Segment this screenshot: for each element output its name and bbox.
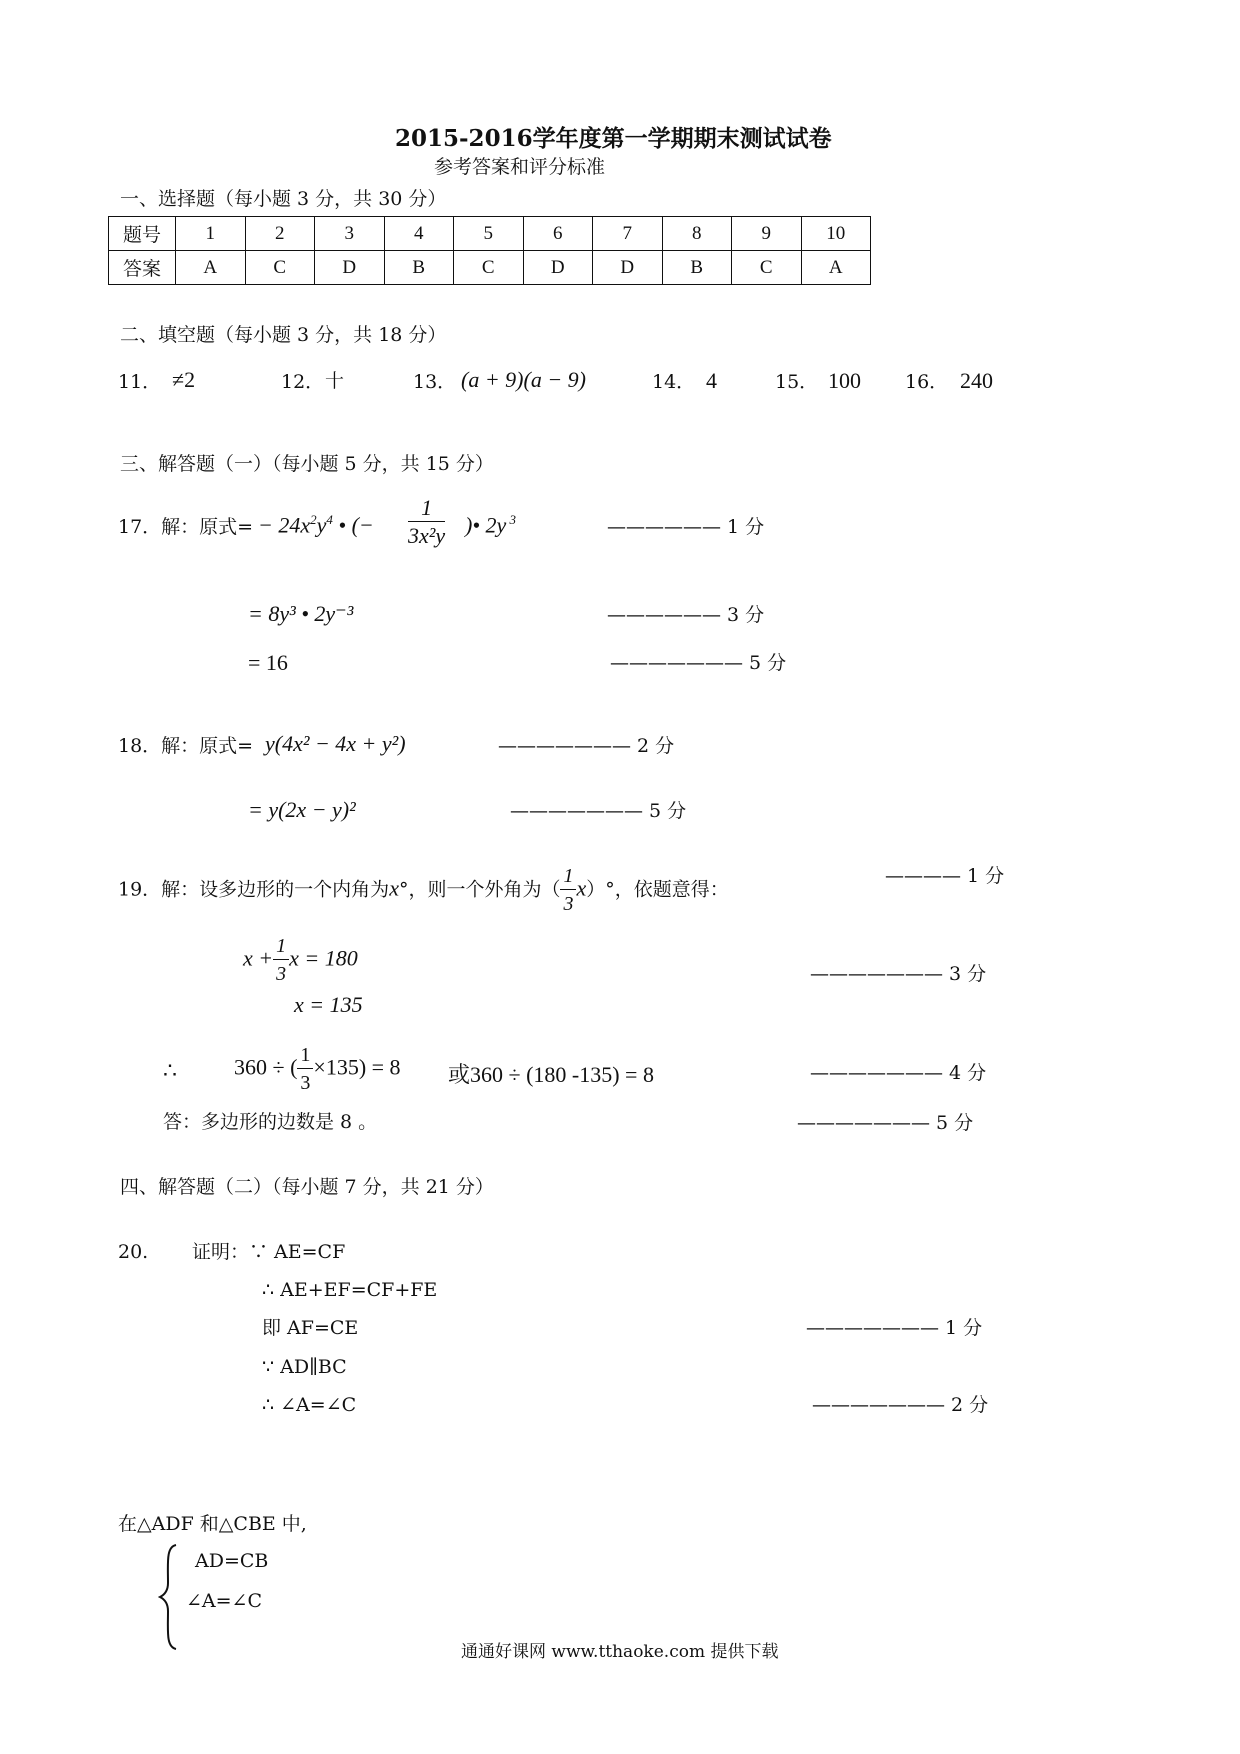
q19-eq3-alt: 或360 ÷ (180 -135) = 8	[448, 1062, 654, 1087]
q20-score2: ——————— 2 分	[812, 1394, 989, 1416]
q17-term1: − $24x^2y^4$ • (−	[258, 512, 374, 538]
q19-intro-frac-num: 1	[560, 863, 576, 890]
section3-heading: 三、解答题（一）（每小题 5 分，共 15 分）	[120, 453, 494, 475]
fill-item-num: 14．	[652, 371, 696, 393]
fill-item-num: 16．	[905, 371, 949, 393]
table-cell: C	[245, 251, 315, 285]
q17-score2: —————— 3 分	[607, 604, 765, 626]
table-cell: 6	[523, 217, 593, 251]
table-cell: 4	[384, 217, 454, 251]
table-cell: D	[593, 251, 663, 285]
q20-num: 20.	[118, 1241, 149, 1263]
fill-item-answer: 240	[960, 368, 993, 393]
fill-item-answer: (a + 9)(a − 9)	[461, 367, 586, 392]
q20-proof-label: 证明：∵ AE=CF	[192, 1241, 346, 1263]
table-cell: 10	[801, 217, 871, 251]
q17-fraction	[408, 495, 445, 550]
left-brace-icon	[158, 1543, 180, 1651]
fill-item-answer: 十	[325, 370, 345, 392]
q18-line1: y(4x² − 4x + y²)	[265, 731, 406, 756]
table-cell: A	[801, 251, 871, 285]
q18-label: 18．解：原式=	[118, 735, 254, 757]
fill-item-answer: ≠2	[172, 367, 196, 392]
table-cell: B	[662, 251, 732, 285]
q17-term1-text: − 24x	[258, 512, 311, 538]
table-row-numbers	[109, 217, 871, 251]
table-cell: C	[732, 251, 802, 285]
q18-score1: ——————— 2 分	[498, 735, 675, 757]
fill-item-answer: 4	[706, 368, 717, 393]
fill-item-num: 15．	[775, 371, 819, 393]
q18-score2: ——————— 5 分	[510, 800, 687, 822]
footer-credit: 通通好课网 www.tthaoke.com 提供下载	[461, 1642, 779, 1662]
q19-eq3	[234, 1042, 401, 1097]
q19-intro-d: x	[576, 875, 587, 901]
q19-score1: ———— 1 分	[885, 865, 1005, 887]
therefore-symbol: ∴	[163, 1058, 177, 1083]
q20-line2: ∴ AE+EF=CF+FE	[262, 1279, 438, 1301]
q20-line3: 即 AF=CE	[262, 1317, 359, 1339]
q19-intro-a: 19．解：设多边形的一个内角为	[118, 878, 390, 901]
table-cell: 8	[662, 217, 732, 251]
brace-line1: AD=CB	[195, 1550, 269, 1572]
q17-frac-den: 3x²y	[408, 523, 446, 548]
page-title: 2015-2016学年度第一学期期末测试试卷	[395, 125, 832, 152]
q19-eq1-b: x = 180	[289, 945, 358, 971]
q17-frac-num: 1	[408, 495, 445, 522]
q19-eq3-b: ×135) = 8	[313, 1054, 401, 1080]
table-header-number: 题号	[109, 217, 176, 251]
section4-heading: 四、解答题（二）（每小题 7 分，共 21 分）	[120, 1176, 494, 1198]
table-cell: 9	[732, 217, 802, 251]
q19-intro	[118, 863, 729, 918]
q17-term2: )• 2y $^3$	[465, 512, 517, 538]
q19-conclusion: 答：多边形的边数是 8 。	[163, 1111, 378, 1133]
q17-score1: —————— 1 分	[607, 516, 765, 538]
table-cell: 5	[454, 217, 524, 251]
q20-score1: ——————— 1 分	[806, 1317, 983, 1339]
q17-line2: = 8y³ • 2y⁻³	[248, 601, 354, 626]
q19-score3: ——————— 4 分	[810, 1062, 987, 1084]
fill-item-answer: 100	[828, 368, 861, 393]
table-cell: A	[176, 251, 246, 285]
q19-eq2: x = 135	[294, 992, 363, 1017]
q19-score2: ——————— 3 分	[810, 963, 987, 985]
section1-heading: 一、选择题（每小题 3 分，共 30 分）	[120, 188, 447, 210]
table-cell: D	[315, 251, 385, 285]
q19-intro-e: ）°，依题意得：	[586, 878, 729, 901]
q19-score4: ——————— 5 分	[797, 1112, 974, 1134]
fill-item-num: 13．	[413, 371, 457, 393]
brace-line2: ∠A=∠C	[186, 1590, 263, 1612]
q17-line3: = 16	[248, 650, 288, 675]
q20-line5: ∴ ∠A=∠C	[262, 1394, 357, 1416]
fill-item-num: 11．	[118, 371, 162, 393]
q19-intro-frac-den: 3	[563, 893, 574, 915]
table-cell: C	[454, 251, 524, 285]
answer-table	[108, 216, 871, 285]
q19-eq1	[243, 933, 358, 988]
q19-eq1-den: 3	[276, 963, 287, 985]
q17-term2-text: • 2y	[472, 512, 507, 538]
table-header-answer: 答案	[109, 251, 176, 285]
section2-heading: 二、填空题（每小题 3 分，共 18 分）	[120, 324, 447, 346]
table-cell: 7	[593, 217, 663, 251]
fill-item-num: 12．	[281, 371, 325, 393]
table-cell: 3	[315, 217, 385, 251]
q19-eq3-den: 3	[300, 1072, 311, 1094]
q19-eq1-num: 1	[273, 933, 289, 960]
table-cell: D	[523, 251, 593, 285]
table-cell: 2	[245, 217, 315, 251]
page-subtitle: 参考答案和评分标准	[434, 156, 606, 178]
q19-eq3-a: 360 ÷ (	[234, 1054, 298, 1080]
q19-intro-c: °，则一个外角为（	[398, 878, 561, 901]
q20-line4: ∵ AD∥BC	[262, 1356, 347, 1378]
table-row-answers	[109, 251, 871, 285]
table-cell: B	[384, 251, 454, 285]
q17-score3: ——————— 5 分	[610, 652, 787, 674]
q20-triangle-intro: 在△ADF 和△CBE 中,	[118, 1513, 307, 1535]
q19-intro-b: x	[389, 875, 399, 901]
table-cell: 1	[176, 217, 246, 251]
q19-eq1-a: x +	[243, 945, 274, 971]
q17-label: 17．解：原式=	[118, 516, 254, 538]
q18-line2: = y(2x − y)²	[248, 797, 356, 822]
q19-eq3-num: 1	[297, 1042, 313, 1069]
